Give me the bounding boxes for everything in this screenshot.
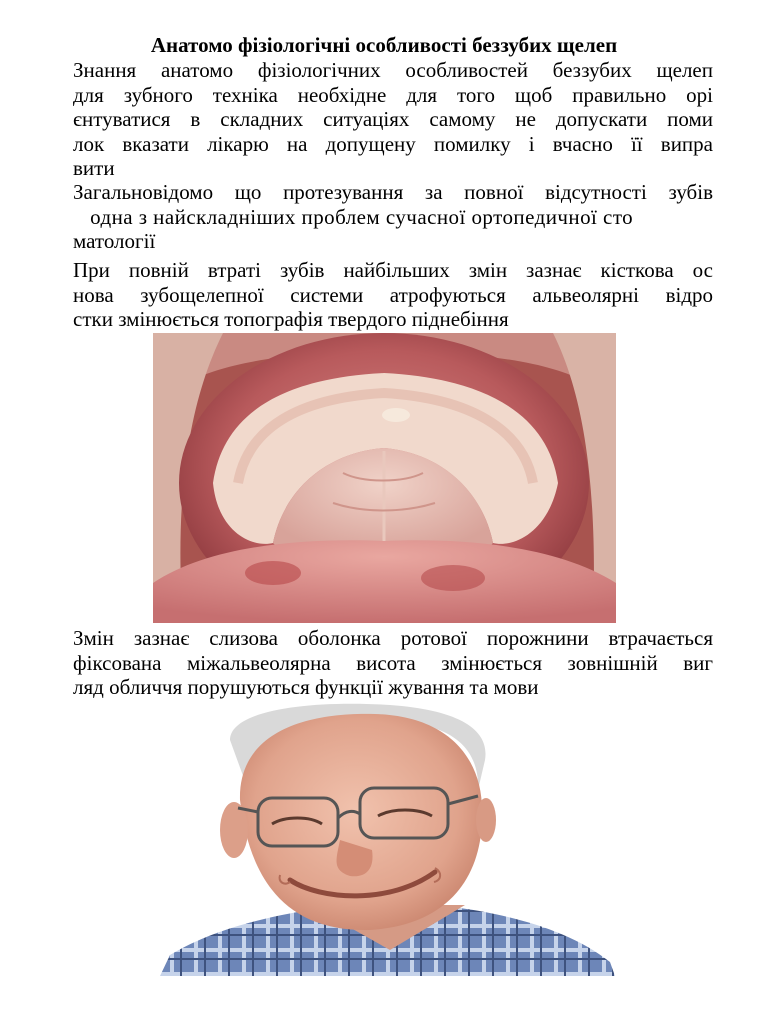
text-line: Загальновідомо що протезування за повної відсутності зубів — [73, 180, 713, 204]
text-line: вити — [73, 156, 115, 180]
paragraph-4 — [73, 626, 713, 700]
text-line: для зубного техніка необхідне для того щоб правильно орі — [73, 82, 713, 107]
text-line: матології — [73, 229, 156, 253]
elderly-man-photo — [160, 700, 615, 976]
paragraph-2 — [73, 180, 713, 254]
text-line: одна з найскладніших проблем сучасної ортопедичної сто — [73, 204, 634, 229]
document-title: Анатомо фізіологічні особливості беззубих щелеп — [150, 33, 618, 57]
text-line: лок вказати лікарю на допущену помилку і вчасно її випра — [73, 131, 713, 156]
edentulous-jaw-illustration — [153, 333, 616, 623]
text-line: Змін зазнає слизова оболонка ротової порожнини втрачається — [73, 626, 713, 650]
text-line: фіксована міжальвеолярна висота змінюється зовнішній виг — [73, 650, 713, 675]
edentulous-jaw-photo — [153, 333, 616, 623]
text-line: Знання анатомо фізіологічних особливостей беззубих щелеп — [73, 58, 713, 82]
text-line: При повній втраті зубів найбільших змін зазнає кісткова ос — [73, 258, 713, 282]
paragraph-3 — [73, 258, 713, 332]
text-line: єнтуватися в складних ситуаціях самому не допускати поми — [73, 107, 713, 131]
text-line: нова зубощелепної системи атрофуються альвеолярні відро — [73, 282, 713, 307]
text-line: ляд обличчя порушуються функції жування та мови — [73, 675, 539, 699]
text-line: стки змінюється топографія твердого піднебіння — [73, 307, 509, 331]
elderly-man-illustration — [160, 700, 615, 976]
paragraph-1 — [73, 58, 713, 181]
